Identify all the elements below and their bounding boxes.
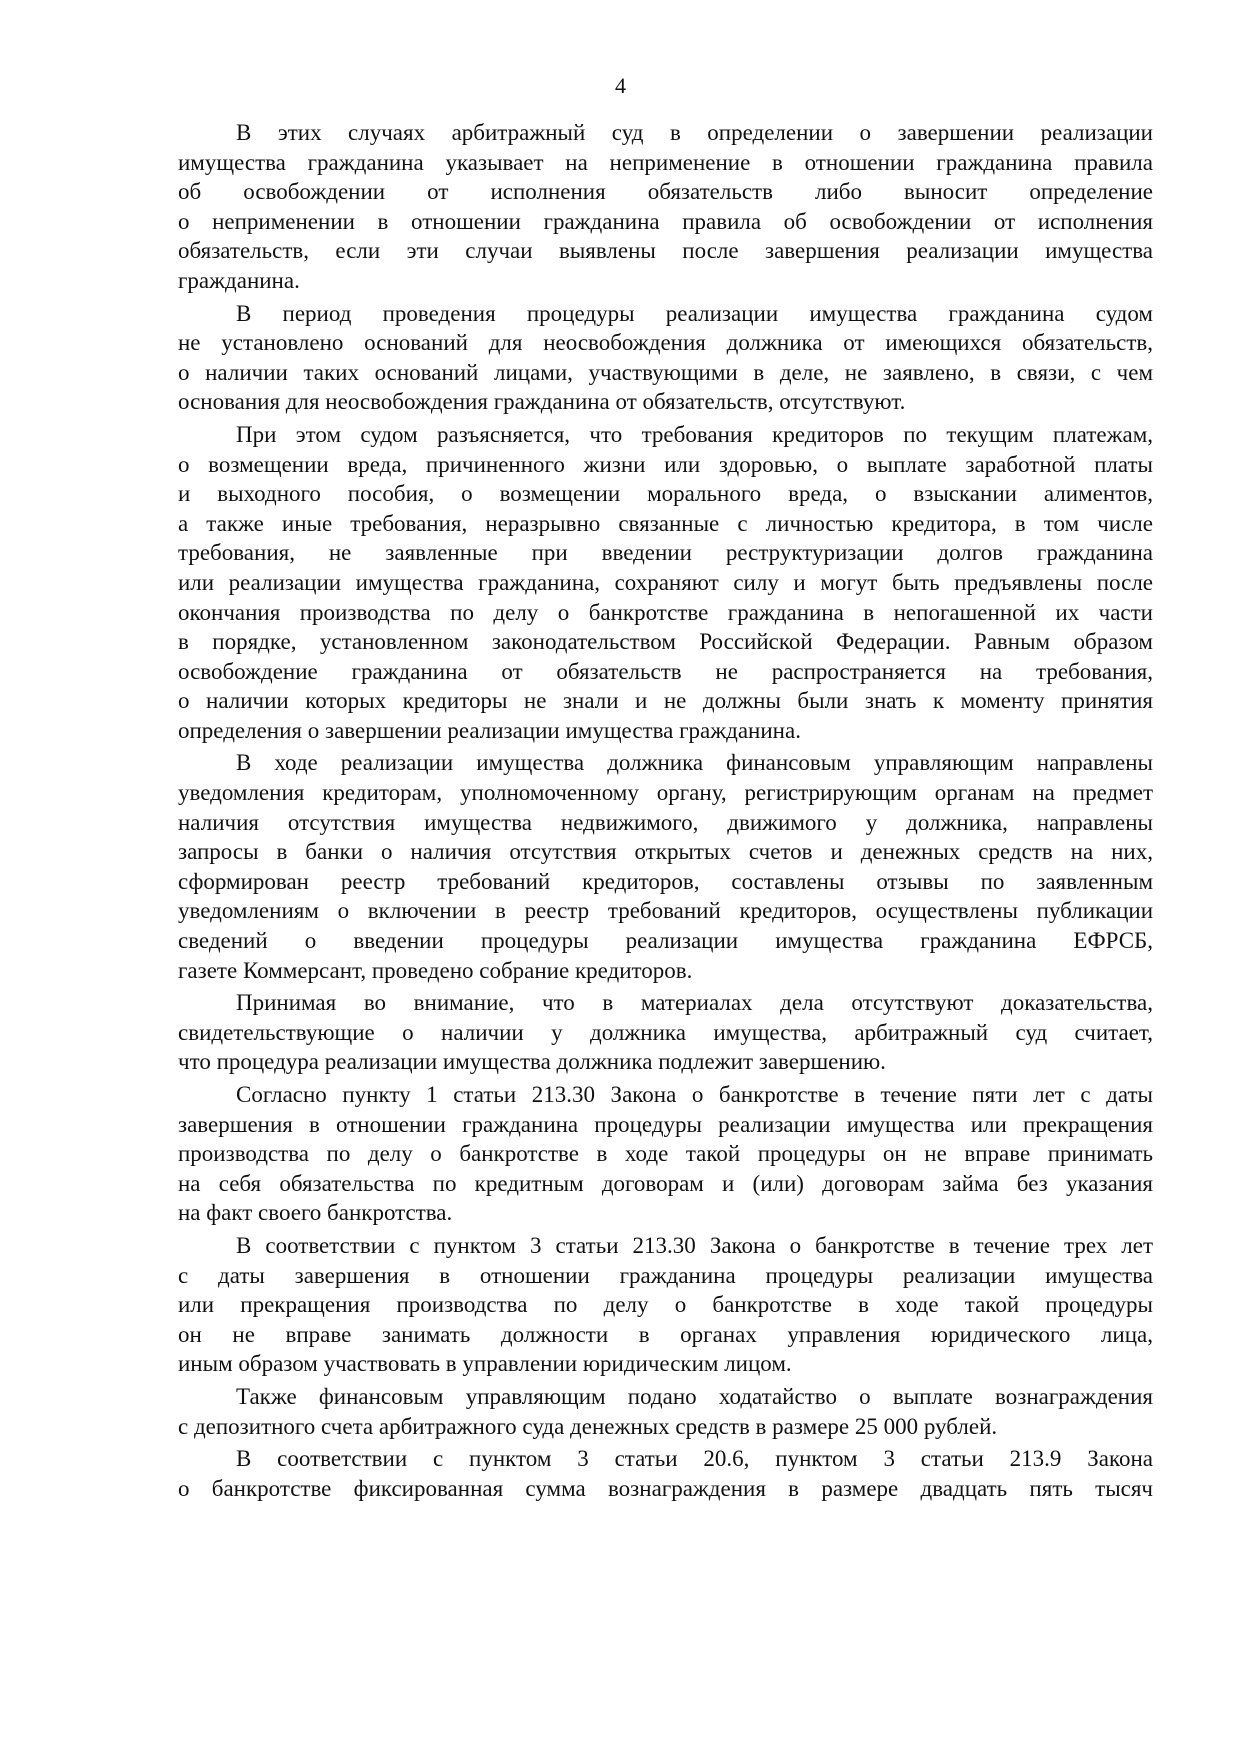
text-line: определения о завершении реализации имущества гражданина. — [178, 717, 801, 743]
text-line: основания для неосвобождения гражданина от обязательств, отсутствуют. — [178, 389, 906, 415]
document-body — [178, 118, 1153, 1503]
text-line: о наличии таких оснований лицами, участвующими в деле, не заявлено, в связи, с чем — [178, 359, 1153, 385]
text-line: не установлено оснований для неосвобождения должника от имеющихся обязательств, — [178, 330, 1153, 356]
text-line: или прекращения производства по делу о банкротстве в ходе такой процедуры — [178, 1292, 1153, 1318]
text-line: В соответствии с пунктом 3 статьи 213.30 Закона о банкротстве в течение трех лет — [236, 1232, 1153, 1258]
text-line: Согласно пункту 1 статьи 213.30 Закона о банкротстве в течение пяти лет с даты — [236, 1082, 1153, 1107]
text-line: о банкротстве фиксированная сумма вознаграждения в размере двадцать пять тысяч — [178, 1475, 1153, 1501]
text-line: запросы в банки о наличия отсутствия открытых счетов и денежных средств на них, — [178, 839, 1153, 865]
paragraph — [178, 420, 1153, 746]
text-line: наличия отсутствия имущества недвижимого, движимого у должника, направлены — [178, 809, 1153, 835]
text-line: производства по делу о банкротстве в ходе такой процедуры он не вправе принимать — [178, 1141, 1153, 1167]
text-line: иным образом участвовать в управлении юридическим лицом. — [178, 1351, 792, 1377]
text-line: а также иные требования, неразрывно связанные с личностью кредитора, в том числе — [178, 510, 1153, 536]
text-line: В этих случаях арбитражный суд в определении о завершении реализации — [236, 120, 1153, 145]
text-line: о наличии которых кредиторы не знали и не должны были знать к моменту принятия — [178, 688, 1153, 714]
text-line: обязательств, если эти случаи выявлены после завершения реализации имущества — [178, 238, 1153, 264]
paragraph — [178, 118, 1153, 296]
text-line: сформирован реестр требований кредиторов, составлены отзывы по заявленным — [178, 868, 1153, 894]
text-line: или реализации имущества гражданина, сохраняют силу и могут быть предъявлены после — [178, 569, 1153, 595]
text-line: окончания производства по делу о банкротстве гражданина в непогашенной их части — [178, 599, 1153, 625]
paragraph — [178, 1080, 1153, 1228]
text-line: В ходе реализации имущества должника финансовым управляющим направлены — [236, 750, 1153, 776]
page-number: 4 — [615, 73, 626, 98]
text-line: При этом судом разъясняется, что требования кредиторов по текущим платежам, — [236, 421, 1153, 447]
text-line: завершения в отношении гражданина процедуры реализации имущества или прекращения — [178, 1111, 1153, 1137]
text-line: уведомлениям о включении в реестр требований кредиторов, осуществлены публикации — [178, 898, 1153, 924]
text-line: имущества гражданина указывает на неприменение в отношении гражданина правила — [178, 149, 1153, 175]
text-line: Принимая во внимание, что в материалах дела отсутствуют доказательства, — [236, 990, 1153, 1016]
paragraph — [178, 1444, 1153, 1503]
text-line: на факт своего банкротства. — [178, 1200, 453, 1226]
text-line: В соответствии с пунктом 3 статьи 20.6, пунктом 3 статьи 213.9 Закона — [236, 1446, 1153, 1472]
text-line: на себя обязательства по кредитным договорам и (или) договорам займа без указания — [178, 1170, 1153, 1196]
text-line: сведений о введении процедуры реализации имущества гражданина ЕФРСБ, — [178, 928, 1153, 954]
text-line: с даты завершения в отношении гражданина процедуры реализации имущества — [178, 1262, 1153, 1288]
text-line: газете Коммерсант, проведено собрание кредиторов. — [178, 957, 693, 983]
text-line: об освобождении от исполнения обязательств либо выносит определение — [178, 179, 1153, 205]
paragraph — [178, 1231, 1153, 1379]
text-line: о возмещении вреда, причиненного жизни или здоровью, о выплате заработной платы — [178, 451, 1153, 477]
text-line: с депозитного счета арбитражного суда денежных средств в размере 25 000 рублей. — [178, 1413, 998, 1439]
text-line: и выходного пособия, о возмещении морального вреда, о взыскании алиментов, — [178, 481, 1153, 507]
text-line: свидетельствующие о наличии у должника имущества, арбитражный суд считает, — [178, 1019, 1153, 1045]
text-line: гражданина. — [178, 267, 300, 293]
paragraph — [178, 988, 1153, 1077]
paragraph — [178, 1382, 1153, 1441]
text-line: В период проведения процедуры реализации имущества гражданина судом — [236, 300, 1153, 326]
text-line: что процедура реализации имущества должника подлежит завершению. — [178, 1049, 886, 1075]
text-line: освобождение гражданина от обязательств не распространяется на требования, — [178, 658, 1153, 684]
text-line: он не вправе занимать должности в органах управления юридического лица, — [178, 1321, 1153, 1347]
text-line: в порядке, установленном законодательством Российской Федерации. Равным образом — [178, 629, 1153, 655]
paragraph — [178, 299, 1153, 417]
text-line: уведомления кредиторам, уполномоченному органу, регистрирующим органам на предмет — [178, 780, 1153, 806]
text-line: требования, не заявленные при введении реструктуризации долгов гражданина — [178, 540, 1153, 566]
text-line: Также финансовым управляющим подано ходатайство о выплате вознаграждения — [236, 1383, 1153, 1409]
text-line: о неприменении в отношении гражданина правила об освобождении от исполнения — [178, 208, 1153, 234]
paragraph — [178, 748, 1153, 985]
